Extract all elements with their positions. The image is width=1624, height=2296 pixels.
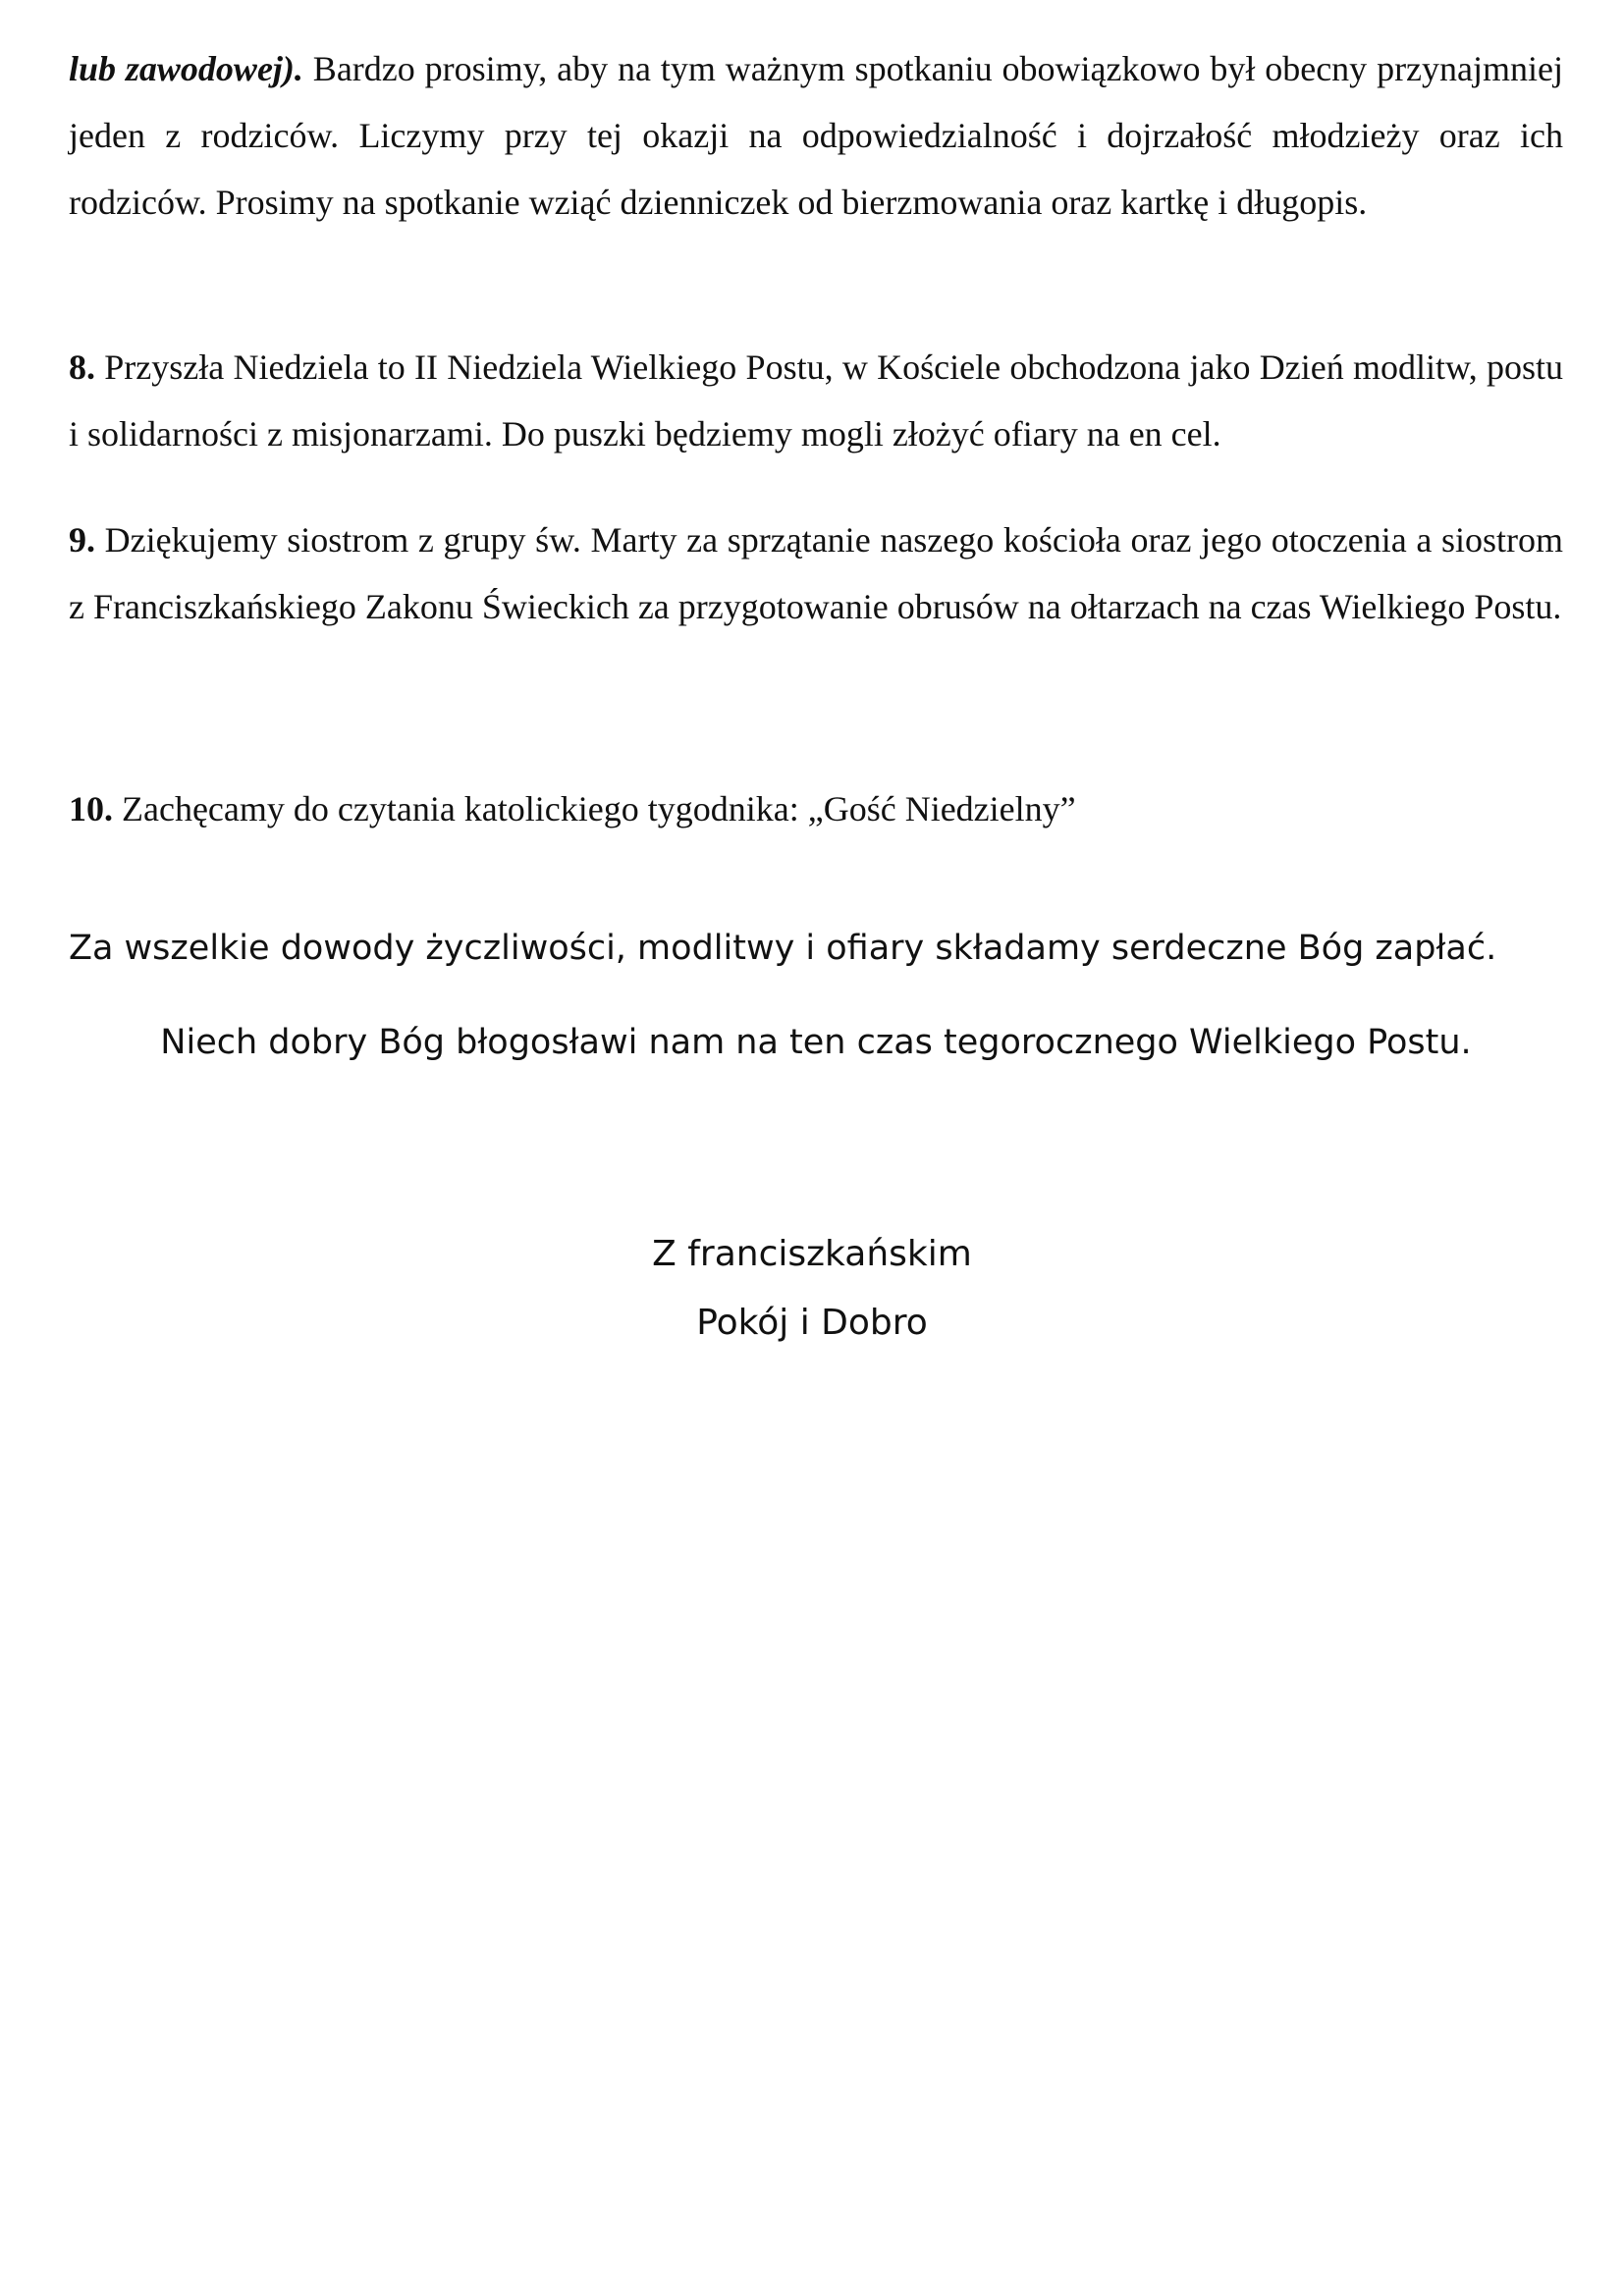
announcement-item-10	[69, 775, 1563, 842]
item-text: Zachęcamy do czytania katolickiego tygodnika: „Gość Niedzielny”	[113, 789, 1076, 828]
announcement-item-8	[69, 334, 1563, 467]
signature-line-2: Pokój i Dobro	[696, 1303, 928, 1343]
item-number: 8.	[69, 347, 95, 387]
paragraph-text: Bardzo prosimy, aby na tym ważnym spotkaniu obowiązkowo był obecny przynajmniej jeden z rodziców. Liczymy przy tej okazji na odpowiedzialność i dojrzałość młodzieży oraz ich rodziców. Prosimy na spotkanie wziąć dzienniczek od bierzmowania oraz kartkę i długopis.	[69, 49, 1563, 222]
paragraph-continuation	[69, 35, 1563, 236]
announcement-item-9	[69, 507, 1563, 640]
item-number: 10.	[69, 789, 113, 828]
item-text: Przyszła Niedziela to II Niedziela Wielkiego Postu, w Kościele obchodzona jako Dzień modlitw, postu i solidarności z misjonarzami. Do puszki będziemy mogli złożyć ofiary na en cel.	[69, 347, 1563, 454]
signature-line-1: Z franciszkańskim	[652, 1234, 972, 1274]
item-text: Dziękujemy siostrom z grupy św. Marty za sprzątanie naszego kościoła oraz jego otoczenia a siostrom z Franciszkańskiego Zakonu Świeckich za przygotowanie obrusów na ołtarzach na czas Wielkiego Postu.	[69, 520, 1563, 626]
closing-blessing: Niech dobry Bóg błogosławi nam na ten czas tegorocznego Wielkiego Postu.	[160, 1023, 1472, 1062]
paragraph-emphasis: lub zawodowej).	[69, 49, 303, 88]
item-number: 9.	[69, 520, 95, 560]
closing-thanks: Za wszelkie dowody życzliwości, modlitwy i ofiary składamy serdeczne Bóg zapłać.	[69, 929, 1497, 968]
